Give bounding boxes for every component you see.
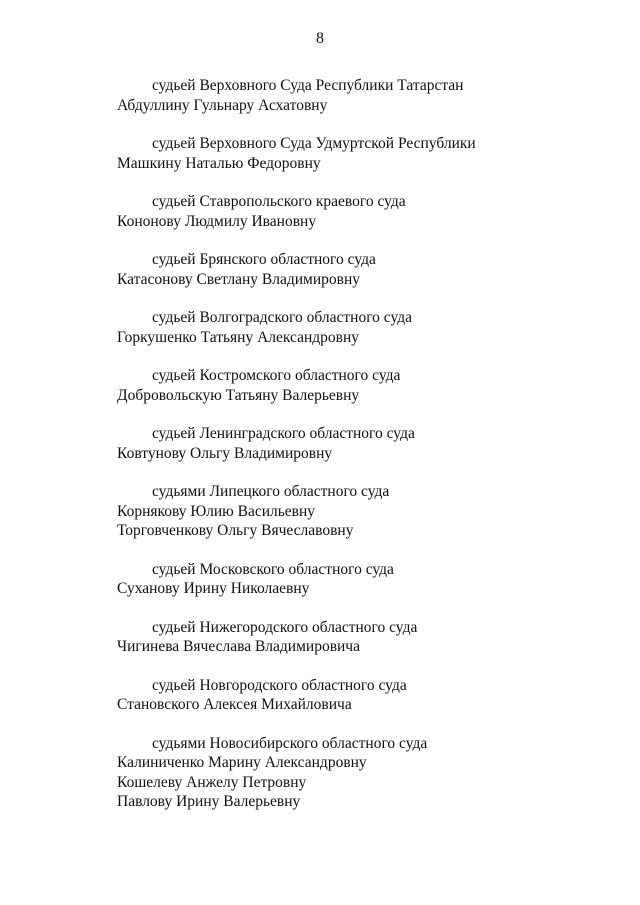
judge-name: Становского Алексея Михайловича xyxy=(117,696,352,713)
judge-name: Машкину Наталью Федоровну xyxy=(117,154,321,172)
judge-name: Калиниченко Марину Александровну xyxy=(117,754,367,771)
court-line: судьями Новосибирского областного суда xyxy=(152,734,428,752)
court-line: судьей Верховного Суда Удмуртской Республики xyxy=(152,135,476,152)
court-line: судьей Нижегородского областного суда xyxy=(152,618,418,636)
appointment-entry xyxy=(117,366,537,405)
judge-name: Торговченкову Ольгу Вячеславовну xyxy=(117,522,354,539)
appointment-entry xyxy=(117,76,537,115)
appointment-entry xyxy=(117,134,537,173)
judge-name: Горкушенко Татьяну Александровну xyxy=(117,328,360,346)
judge-name: Корнякову Юлию Васильевну xyxy=(117,502,316,520)
judge-name: Чигинева Вячеслава Владимировича xyxy=(117,638,360,655)
appointment-entry xyxy=(117,560,537,599)
judge-name: Ковтунову Ольгу Владимировну xyxy=(117,444,333,462)
appointment-entry xyxy=(117,192,537,231)
appointment-entry xyxy=(117,676,537,715)
judge-name: Кошелеву Анжелу Петровну xyxy=(117,773,307,791)
court-line: судьей Верховного Суда Республики Татарстан xyxy=(152,77,464,94)
judge-name: Суханову Ирину Николаевну xyxy=(117,580,310,597)
court-line: судьей Ставропольского краевого суда xyxy=(152,193,406,210)
appointment-entry xyxy=(117,482,537,541)
appointment-entry xyxy=(117,250,537,289)
judge-name: Кононову Людмилу Ивановну xyxy=(117,212,317,230)
court-line: судьей Московского областного суда xyxy=(152,560,394,578)
judge-name: Абдуллину Гульнару Асхатовну xyxy=(117,96,328,114)
court-line: судьей Костромского областного суда xyxy=(152,367,401,384)
appointment-entry xyxy=(117,734,537,812)
judge-name: Добровольскую Татьяну Валерьевну xyxy=(117,386,360,404)
court-line: судьей Волгоградского областного суда xyxy=(152,309,413,326)
page-number: 8 xyxy=(316,30,324,47)
court-line: судьями Липецкого областного суда xyxy=(152,483,390,500)
court-line: судьей Новгородского областного суда xyxy=(152,676,407,694)
appointment-entry xyxy=(117,618,537,657)
judge-name: Павлову Ирину Валерьевну xyxy=(117,793,301,810)
appointment-list xyxy=(117,76,537,831)
court-line: судьей Ленинградского областного суда xyxy=(152,425,415,442)
judge-name: Катасонову Светлану Владимировну xyxy=(117,270,361,288)
court-line: судьей Брянского областного суда xyxy=(152,251,376,268)
appointment-entry xyxy=(117,424,537,463)
appointment-entry xyxy=(117,308,537,347)
